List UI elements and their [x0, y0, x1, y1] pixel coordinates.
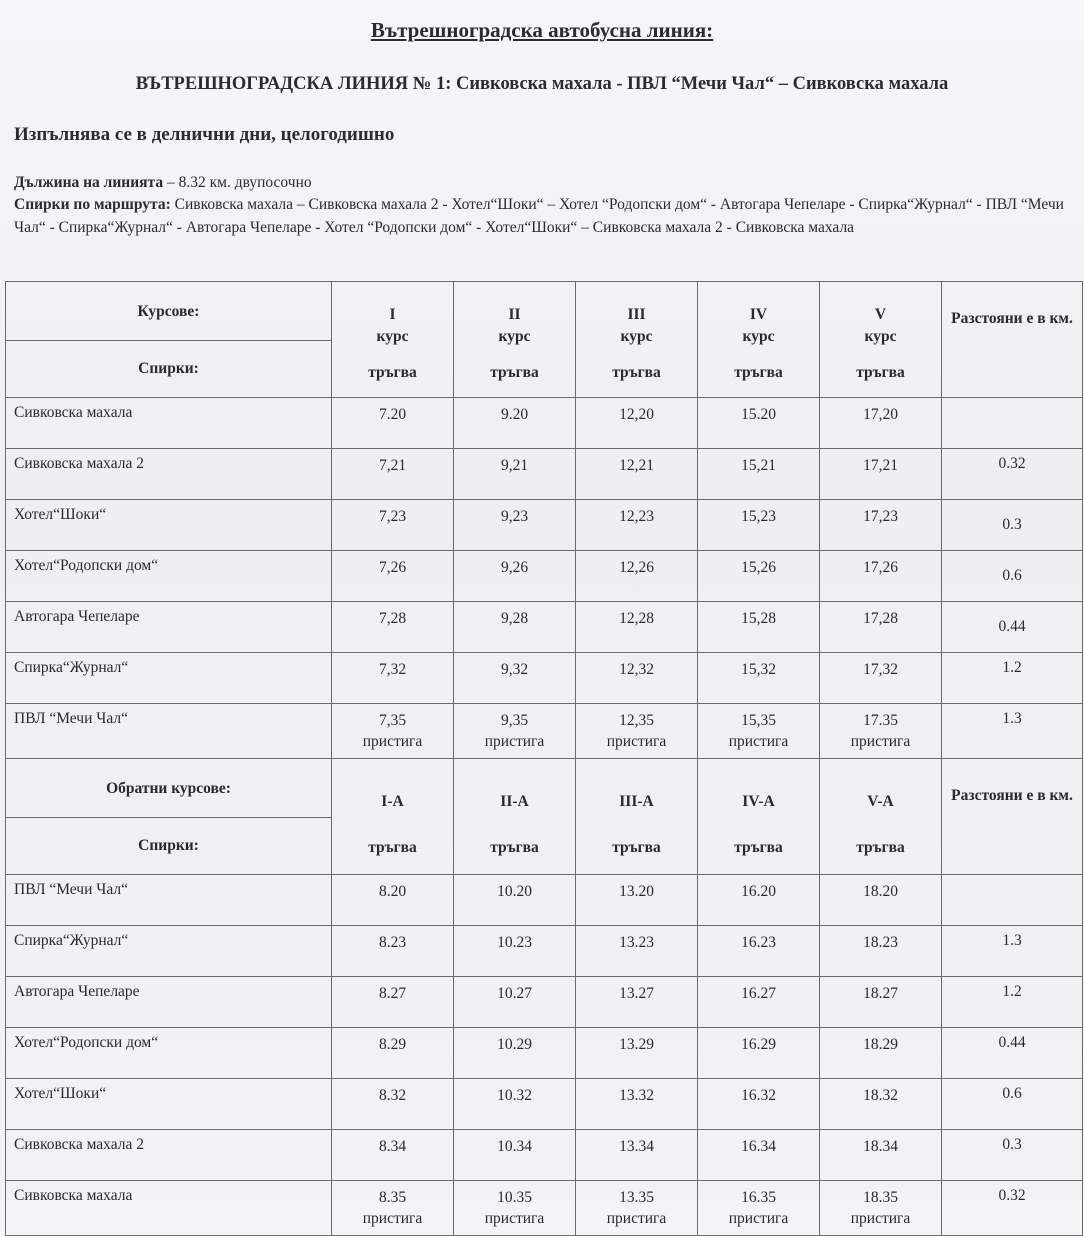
run-departs: тръгва	[856, 839, 905, 856]
arrival-label: пристига	[728, 733, 789, 750]
time-value: 12,35	[619, 712, 654, 729]
time-cell	[576, 875, 698, 926]
time-cell	[698, 875, 820, 926]
arrival-label: пристига	[728, 1210, 789, 1227]
run-numeral: I	[389, 306, 396, 323]
time-cell	[576, 398, 698, 449]
time-cell	[454, 704, 576, 759]
outbound-stops-label: Спирки:	[6, 341, 332, 398]
time-value: 16.34	[741, 1138, 776, 1155]
time-cell	[454, 398, 576, 449]
run-kind: курс	[620, 328, 653, 345]
table-row	[6, 1181, 1083, 1236]
time-cell	[332, 704, 454, 759]
time-cell	[576, 1079, 698, 1130]
time-cell	[576, 653, 698, 704]
run-departs: тръгва	[490, 364, 539, 381]
arrival-label: пристига	[484, 733, 545, 750]
outbound-run-header	[332, 282, 454, 398]
table-row	[6, 551, 1083, 602]
time-value: 9,26	[500, 559, 529, 576]
time-cell	[576, 500, 698, 551]
time-value: 18.32	[863, 1087, 898, 1104]
return-run-header	[820, 759, 942, 875]
run-departs: тръгва	[612, 364, 661, 381]
time-value: 15,32	[741, 661, 776, 678]
time-cell	[820, 1028, 942, 1079]
time-value: 13.20	[619, 883, 654, 900]
arrival-label: пристига	[362, 733, 423, 750]
time-value: 8.27	[378, 985, 407, 1002]
table-row	[6, 1130, 1083, 1181]
return-run-header	[332, 759, 454, 875]
table-row	[6, 926, 1083, 977]
time-value: 9,23	[500, 508, 529, 525]
time-value: 15.20	[741, 406, 776, 423]
time-value: 10.34	[497, 1138, 532, 1155]
time-value: 13.23	[619, 934, 654, 951]
time-cell	[454, 977, 576, 1028]
stop-name: ПВЛ “Мечи Чал“	[6, 875, 332, 926]
distance-cell	[942, 875, 1083, 926]
time-value: 15,26	[741, 559, 776, 576]
time-cell	[576, 1028, 698, 1079]
time-cell	[454, 926, 576, 977]
distance-cell: 0.6	[942, 551, 1083, 602]
time-cell	[820, 1181, 942, 1236]
time-cell	[454, 1079, 576, 1130]
table-row	[6, 704, 1083, 759]
outbound-courses-label: Курсове:	[6, 282, 332, 341]
run-departs: тръгва	[734, 839, 783, 856]
time-cell	[698, 1028, 820, 1079]
outbound-run-header	[576, 282, 698, 398]
table-row	[6, 602, 1083, 653]
time-cell	[332, 653, 454, 704]
distance-cell: 0.3	[942, 1130, 1083, 1181]
time-cell	[576, 449, 698, 500]
time-value: 17,32	[863, 661, 898, 678]
table-row	[6, 449, 1083, 500]
distance-cell: 0.44	[942, 1028, 1083, 1079]
time-cell	[454, 1130, 576, 1181]
time-value: 18.35	[863, 1189, 898, 1206]
time-cell	[576, 551, 698, 602]
outbound-run-header	[454, 282, 576, 398]
time-cell	[698, 449, 820, 500]
time-cell	[576, 1130, 698, 1181]
time-value: 7,32	[378, 661, 407, 678]
time-cell	[820, 1079, 942, 1130]
time-cell	[576, 1181, 698, 1236]
stop-name: Спирка“Журнал“	[6, 926, 332, 977]
time-value: 7,26	[378, 559, 407, 576]
arrival-label: пристига	[850, 733, 911, 750]
time-cell	[454, 500, 576, 551]
time-value: 12,23	[619, 508, 654, 525]
distance-cell: 0.3	[942, 500, 1083, 551]
run-departs: тръгва	[490, 839, 539, 856]
time-cell	[332, 1079, 454, 1130]
time-cell	[698, 1130, 820, 1181]
time-value: 13.29	[619, 1036, 654, 1053]
time-value: 7,21	[378, 457, 407, 474]
time-value: 8.23	[378, 934, 407, 951]
return-run-header	[698, 759, 820, 875]
time-cell	[332, 602, 454, 653]
operation-note: Изпълнява се в делнични дни, целогодишно	[14, 124, 395, 145]
return-header-row	[6, 759, 1083, 818]
time-value: 9,32	[500, 661, 529, 678]
stop-name: ПВЛ “Мечи Чал“	[6, 704, 332, 759]
document-title: Вътрешноградска автобусна линия:	[370, 18, 714, 42]
run-departs: тръгва	[612, 839, 661, 856]
stop-name: Хотел“Шоки“	[6, 1079, 332, 1130]
run-kind: курс	[376, 328, 409, 345]
run-departs: тръгва	[856, 364, 905, 381]
run-kind: курс	[864, 328, 897, 345]
time-cell	[454, 551, 576, 602]
stop-name: Сивковска махала	[6, 398, 332, 449]
time-cell	[332, 449, 454, 500]
time-cell	[820, 704, 942, 759]
time-value: 15,28	[741, 610, 776, 627]
outbound-distance-header: Разстояни е в км.	[942, 282, 1083, 398]
run-numeral: IV-A	[742, 793, 775, 810]
distance-cell	[942, 398, 1083, 449]
time-cell	[698, 653, 820, 704]
time-value: 12,20	[619, 406, 654, 423]
return-distance-header: Разстояни е в км.	[942, 759, 1083, 875]
distance-cell: 0.32	[942, 449, 1083, 500]
time-cell	[698, 602, 820, 653]
time-cell	[820, 653, 942, 704]
line-length-label: Дължина на линията	[14, 174, 164, 191]
time-value: 13.32	[619, 1087, 654, 1104]
time-value: 7,28	[378, 610, 407, 627]
time-value: 17.35	[863, 712, 898, 729]
time-cell	[332, 551, 454, 602]
arrival-label: пристига	[606, 1210, 667, 1227]
time-value: 17,28	[863, 610, 898, 627]
return-courses-label: Обратни курсове:	[6, 759, 332, 818]
run-numeral: III-A	[619, 793, 654, 810]
route-stops	[14, 193, 1079, 239]
time-value: 15,23	[741, 508, 776, 525]
time-cell	[454, 1028, 576, 1079]
table-row	[6, 500, 1083, 551]
route-stops-label: Спирки по маршрута:	[14, 196, 171, 213]
time-cell	[820, 449, 942, 500]
time-value: 17,21	[863, 457, 898, 474]
return-stops-label: Спирки:	[6, 818, 332, 875]
time-value: 12,21	[619, 457, 654, 474]
distance-cell: 0.44	[942, 602, 1083, 653]
time-cell	[576, 977, 698, 1028]
distance-cell: 1.3	[942, 926, 1083, 977]
time-value: 10.35	[497, 1189, 532, 1206]
time-cell	[454, 875, 576, 926]
stop-name: Сивковска махала 2	[6, 1130, 332, 1181]
time-value: 10.20	[497, 883, 532, 900]
run-departs: тръгва	[368, 364, 417, 381]
time-value: 8.32	[378, 1087, 407, 1104]
time-value: 13.27	[619, 985, 654, 1002]
stop-name: Хотел“Родопски дом“	[6, 551, 332, 602]
stop-name: Сивковска махала 2	[6, 449, 332, 500]
distance-cell: 1.2	[942, 977, 1083, 1028]
time-value: 12,32	[619, 661, 654, 678]
table-row	[6, 875, 1083, 926]
time-cell	[332, 500, 454, 551]
time-cell	[698, 1181, 820, 1236]
time-cell	[820, 926, 942, 977]
line-length	[14, 171, 1079, 194]
time-value: 16.23	[741, 934, 776, 951]
time-cell	[820, 500, 942, 551]
time-value: 10.29	[497, 1036, 532, 1053]
time-value: 9,21	[500, 457, 529, 474]
time-value: 13.34	[619, 1138, 654, 1155]
time-value: 18.23	[863, 934, 898, 951]
line-title: ВЪТРЕШНОГРАДСКА ЛИНИЯ № 1: Сивковска махала - ПВЛ “Мечи Чал“ – Сивковска махала	[135, 74, 949, 94]
time-cell	[454, 653, 576, 704]
time-cell	[820, 602, 942, 653]
time-cell	[576, 926, 698, 977]
route-stops-value: Сивковска махала – Сивковска махала 2 - Хотел“Шоки“ – Хотел “Родопски дом“ - Автогара Чепеларе - Спирка“Журнал“ - ПВЛ “Мечи Чал“ - Спирка“Журнал“ - Автогара Чепеларе - Хотел “Родопски дом“ - Хотел“Шоки“ – Сивковска махала 2 - Сивковска махала	[14, 196, 1064, 236]
time-value: 10.32	[497, 1087, 532, 1104]
return-run-header	[454, 759, 576, 875]
time-value: 8.29	[378, 1036, 407, 1053]
distance-cell: 1.3	[942, 704, 1083, 759]
run-numeral: IV	[749, 306, 768, 323]
distance-cell: 0.32	[942, 1181, 1083, 1236]
time-value: 7,23	[378, 508, 407, 525]
time-value: 18.29	[863, 1036, 898, 1053]
time-value: 7.20	[378, 406, 407, 423]
time-cell	[332, 926, 454, 977]
time-value: 18.34	[863, 1138, 898, 1155]
time-value: 16.29	[741, 1036, 776, 1053]
run-departs: тръгва	[368, 839, 417, 856]
time-cell	[332, 398, 454, 449]
time-cell	[332, 1130, 454, 1181]
run-departs: тръгва	[734, 364, 783, 381]
run-kind: курс	[498, 328, 531, 345]
time-cell	[454, 449, 576, 500]
arrival-label: пристига	[850, 1210, 911, 1227]
time-value: 17,20	[863, 406, 898, 423]
run-kind: курс	[742, 328, 775, 345]
stop-name: Хотел“Шоки“	[6, 500, 332, 551]
time-cell	[698, 926, 820, 977]
time-cell	[698, 398, 820, 449]
stop-name: Спирка“Журнал“	[6, 653, 332, 704]
stop-name: Автогара Чепеларе	[6, 977, 332, 1028]
time-cell	[698, 977, 820, 1028]
stop-name: Хотел“Родопски дом“	[6, 1028, 332, 1079]
time-cell	[698, 500, 820, 551]
run-numeral: II	[508, 306, 521, 323]
distance-cell: 1.2	[942, 653, 1083, 704]
time-value: 15,35	[741, 712, 776, 729]
time-value: 8.35	[378, 1189, 407, 1206]
arrival-label: пристига	[484, 1210, 545, 1227]
table-row	[6, 1028, 1083, 1079]
run-numeral: III	[627, 306, 646, 323]
arrival-label: пристига	[606, 733, 667, 750]
time-cell	[820, 551, 942, 602]
time-value: 16.32	[741, 1087, 776, 1104]
schedule-table	[5, 281, 1083, 1236]
time-value: 8.34	[378, 1138, 407, 1155]
time-cell	[576, 602, 698, 653]
table-row	[6, 398, 1083, 449]
arrival-label: пристига	[362, 1210, 423, 1227]
time-cell	[820, 1130, 942, 1181]
time-value: 12,26	[619, 559, 654, 576]
time-cell	[332, 1028, 454, 1079]
return-run-header	[576, 759, 698, 875]
outbound-header-row	[6, 282, 1083, 341]
distance-cell: 0.6	[942, 1079, 1083, 1130]
run-numeral: I-A	[381, 793, 404, 810]
time-cell	[698, 704, 820, 759]
run-numeral: V-A	[867, 793, 894, 810]
time-value: 17,26	[863, 559, 898, 576]
time-value: 18.20	[863, 883, 898, 900]
time-cell	[576, 704, 698, 759]
table-row	[6, 653, 1083, 704]
time-cell	[698, 551, 820, 602]
time-value: 9,28	[500, 610, 529, 627]
time-value: 16.20	[741, 883, 776, 900]
run-numeral: II-A	[500, 793, 529, 810]
time-value: 18.27	[863, 985, 898, 1002]
time-value: 9.20	[500, 406, 529, 423]
time-value: 13.35	[619, 1189, 654, 1206]
time-value: 12,28	[619, 610, 654, 627]
time-cell	[332, 1181, 454, 1236]
run-numeral: V	[874, 306, 887, 323]
time-value: 17,23	[863, 508, 898, 525]
outbound-run-header	[698, 282, 820, 398]
time-cell	[820, 398, 942, 449]
time-cell	[454, 602, 576, 653]
time-cell	[332, 977, 454, 1028]
time-value: 15,21	[741, 457, 776, 474]
time-cell	[454, 1181, 576, 1236]
stop-name: Сивковска махала	[6, 1181, 332, 1236]
time-value: 8.20	[378, 883, 407, 900]
time-value: 10.27	[497, 985, 532, 1002]
time-value: 7,35	[378, 712, 407, 729]
outbound-run-header	[820, 282, 942, 398]
time-cell	[820, 977, 942, 1028]
time-value: 9,35	[500, 712, 529, 729]
table-row	[6, 1079, 1083, 1130]
time-value: 16.35	[741, 1189, 776, 1206]
line-length-value: – 8.32 км. двупосочно	[163, 174, 312, 191]
time-value: 10.23	[497, 934, 532, 951]
time-cell	[698, 1079, 820, 1130]
time-value: 16.27	[741, 985, 776, 1002]
stop-name: Автогара Чепеларе	[6, 602, 332, 653]
table-row	[6, 977, 1083, 1028]
time-cell	[820, 875, 942, 926]
time-cell	[332, 875, 454, 926]
